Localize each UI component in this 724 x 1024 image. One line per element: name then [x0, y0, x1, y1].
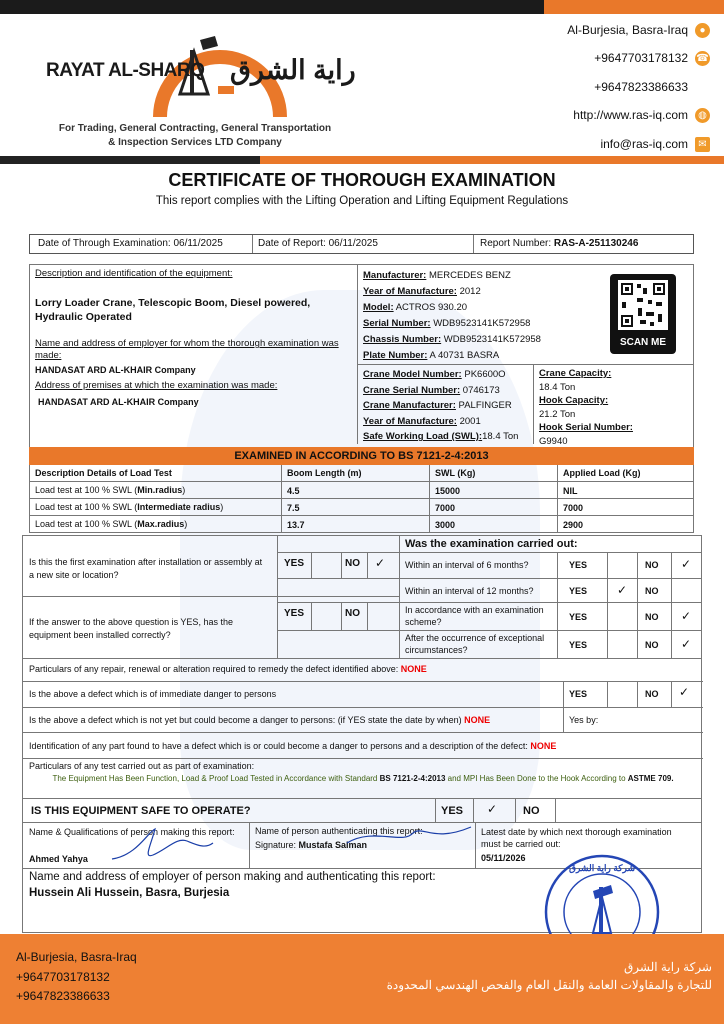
col-applied-load: Applied Load (Kg) — [563, 468, 641, 478]
r1-no-checkmark[interactable]: ✓ — [681, 557, 692, 571]
vehicle-serial: Serial Number: WDB9523141K572958 — [363, 318, 531, 329]
examiner-signature — [107, 825, 217, 865]
r2-yes: YES — [569, 586, 588, 596]
crane-capacity-value: 18.4 Ton — [539, 381, 576, 393]
questions-grid — [22, 535, 702, 659]
q1-no-checkmark[interactable]: ✓ — [375, 556, 386, 570]
r3-no: NO — [645, 612, 659, 622]
crane-serial: Crane Serial Number: 0746173 — [363, 384, 500, 396]
examined-standard-header: EXAMINED IN ACCORDING TO BS 7121-2-4:2013 — [29, 447, 694, 465]
footer-contacts — [16, 948, 137, 1007]
safe-yes: YES — [441, 805, 464, 817]
carried-exceptional: After the occurrence of exceptional circumstances? — [405, 633, 545, 655]
carried-exam-scheme: In accordance with an examination scheme? — [405, 605, 544, 627]
immediate-no: NO — [645, 689, 659, 699]
scan-me-label: SCAN ME — [619, 337, 667, 348]
company-name-ar: راية الشرق — [230, 55, 356, 85]
employer-report-label: Name and address of employer of person making and authenticating this report: — [29, 871, 436, 883]
defects-section — [22, 659, 702, 799]
certificate-subtitle: This report complies with the Lifting Operation and Lifting Equipment Regulations — [155, 195, 569, 207]
immediate-no-checkmark[interactable]: ✓ — [679, 685, 690, 699]
yes-by-label: Yes by: — [569, 715, 599, 725]
r1-yes: YES — [569, 560, 588, 570]
premises-label: Address of premises at which the examination was made: — [35, 380, 278, 391]
carried-12-months: Within an interval of 12 months? — [405, 586, 534, 596]
footer-arabic — [387, 958, 712, 994]
safe-question: IS THIS EQUIPMENT SAFE TO OPERATE? — [31, 805, 251, 817]
table-cell-boom: 4.5 — [287, 486, 300, 496]
table-cell-boom: 7.5 — [287, 503, 300, 513]
r2-yes-checkmark[interactable]: ✓ — [617, 583, 628, 597]
employer-report-value: Hussein Ali Hussein, Basra, Burjesia — [29, 887, 230, 899]
vehicle-manufacturer: Manufacturer: MERCEDES BENZ — [363, 270, 511, 281]
contact-phone-1: +9647703178132 — [594, 51, 688, 65]
table-cell-applied: NIL — [563, 486, 578, 496]
table-cell-swl: 15000 — [435, 486, 461, 496]
top-bar — [0, 0, 724, 14]
phone-icon: ☎ — [696, 53, 709, 64]
load-test-table — [29, 465, 694, 533]
r2-no: NO — [645, 586, 659, 596]
carried-6-months: Within an interval of 6 months? — [405, 560, 529, 570]
footer-arabic-line2: للتجارة والمقاولات العامة والنقل العام والفحص الهندسي المحدودة — [386, 978, 712, 992]
equipment-desc-label: Description and identification of the equipment: — [35, 268, 233, 279]
crane-year: Year of Manufacture: 2001 — [363, 415, 481, 427]
contact-email[interactable]: info@ras-iq.com — [600, 137, 688, 151]
q2-yes-label: YES — [284, 608, 305, 619]
exam-date: Date of Through Examination: 06/11/2025 — [38, 238, 223, 249]
stamp-arabic-text: شركة راية الشرق — [568, 863, 635, 873]
authenticator-signature — [343, 823, 473, 853]
authenticator-label: Name of person authenticating this report: — [255, 826, 423, 836]
hook-serial-label: Hook Serial Number: — [539, 422, 633, 433]
r4-yes: YES — [569, 640, 588, 650]
carried-out-header: Was the examination carried out: — [405, 538, 578, 550]
hook-capacity-value: 21.2 Ton — [539, 408, 576, 420]
table-cell-applied: 7000 — [563, 503, 584, 513]
company-subtitle — [30, 122, 360, 150]
vehicle-details — [363, 268, 541, 364]
immediate-yes: YES — [569, 689, 588, 699]
r4-no: NO — [645, 640, 659, 650]
table-cell-boom: 13.7 — [287, 520, 305, 530]
next-exam-date: 05/11/2026 — [481, 853, 526, 863]
crane-manufacturer: Crane Manufacturer: PALFINGER — [363, 400, 512, 411]
certificate-title: CERTIFICATE OF THOROUGH EXAMINATION — [168, 170, 556, 190]
safe-no: NO — [523, 805, 540, 817]
table-row: Load test at 100 % SWL (Min.radius) — [35, 485, 186, 495]
q1-yes-label: YES — [284, 558, 305, 569]
crane-swl: Safe Working Load (SWL):18.4 Ton — [363, 431, 519, 442]
table-cell-swl: 7000 — [435, 503, 456, 513]
contact-website[interactable]: http://www.ras-iq.com — [573, 108, 688, 122]
footer-arabic-line1: شركة راية الشرق — [623, 960, 712, 974]
vehicle-chassis: Chassis Number: WDB9523141K572958 — [363, 334, 541, 345]
question-installed-correctly: If the answer to the above question is YES, has the equipment been installed correctly? — [29, 617, 233, 640]
hook-serial-value: G9940 — [539, 435, 568, 447]
r3-yes: YES — [569, 612, 588, 622]
examiner-name: Ahmed Yahya — [29, 854, 88, 864]
tests-description: The Equipment Has Been Function, Load & Proof Load Tested in Accordance with Standard BS 7121-2-4:2013 and MPI Has Been Done to the Hook According to ASTME 709. — [52, 774, 674, 783]
mail-icon: ✉ — [695, 137, 710, 152]
crane-model: Crane Model Number: PK6600O — [363, 369, 506, 380]
vehicle-plate: Plate Number: A 40731 BASRA — [363, 350, 500, 361]
question-first-examination: Is this the first examination after installation or assembly at a new site or location? — [29, 557, 263, 580]
next-exam-label: Latest date by which next thorough examination must be carried out: — [481, 827, 672, 849]
hook-capacity-label: Hook Capacity: — [539, 395, 609, 406]
q2-no-label: NO — [345, 608, 360, 619]
vehicle-model: Model: ACTROS 930.20 — [363, 302, 468, 313]
company-subtitle-line1: For Trading, General Contracting, General Transportation — [58, 123, 332, 134]
q1-no-label: NO — [345, 558, 360, 569]
immediate-danger-question: Is the above a defect which is of immediate danger to persons — [29, 689, 277, 699]
company-name-en: RAYAT AL-SHARQ — [46, 60, 205, 81]
r4-no-checkmark[interactable]: ✓ — [681, 637, 692, 651]
employer-value: HANDASAT ARD AL-KHAIR Company — [35, 365, 196, 375]
r1-no: NO — [645, 560, 659, 570]
premises-value: HANDASAT ARD AL-KHAIR Company — [38, 397, 199, 407]
defect-identification: Identification of any part found to have a defect which is or could become a danger to persons and a description of the defect: NONE — [29, 741, 557, 751]
table-cell-swl: 3000 — [435, 520, 456, 530]
table-cell-applied: 2900 — [563, 520, 584, 530]
capacity-details — [539, 367, 633, 448]
meta-row — [29, 234, 694, 254]
col-description: Description Details of Load Test — [35, 468, 172, 478]
table-row: Load test at 100 % SWL (Intermediate radius) — [35, 502, 224, 512]
crane-details — [363, 367, 518, 445]
footer-phone-2: +9647823386633 — [16, 989, 110, 1003]
location-icon: ● — [695, 23, 710, 38]
safe-yes-checkmark[interactable]: ✓ — [487, 802, 498, 816]
qr-code[interactable] — [610, 274, 676, 354]
crane-capacity-label: Crane Capacity: — [539, 368, 612, 379]
r3-no-checkmark[interactable]: ✓ — [681, 609, 692, 623]
globe-icon: ◍ — [695, 108, 710, 123]
footer-phone-1: +9647703178132 — [16, 969, 110, 984]
future-danger-question: Is the above a defect which is not yet but could become a danger to persons: (if YES state the date by when) NONE — [29, 715, 491, 725]
company-subtitle-line2: & Inspection Services LTD Company — [108, 137, 282, 148]
tests-label: Particulars of any test carried out as part of examination: — [29, 761, 255, 771]
footer — [0, 934, 724, 1024]
examiner-label: Name & Qualifications of person making this report: — [29, 827, 235, 837]
authenticator-signature-line: Signature: Mustafa Salman — [255, 840, 368, 850]
footer-address: Al-Burjesia, Basra-Iraq — [16, 950, 137, 964]
col-boom-length: Boom Length (m) — [287, 468, 362, 478]
table-row: Load test at 100 % SWL (Max.radius) — [35, 519, 188, 529]
contact-address: Al-Burjesia, Basra-Iraq — [567, 23, 688, 37]
report-date: Date of Report: 06/11/2025 — [258, 238, 378, 249]
employer-label: Name and address of employer for whom the thorough examination was made: — [35, 338, 339, 361]
header-divider — [0, 156, 724, 164]
report-number: Report Number: RAS-A-251130246 — [480, 238, 639, 249]
vehicle-year: Year of Manufacture: 2012 — [363, 286, 481, 297]
equipment-desc-value: Lorry Loader Crane, Telescopic Boom, Diesel powered, Hydraulic Operated — [35, 297, 311, 323]
col-swl: SWL (Kg) — [435, 468, 476, 478]
contact-phone-2: +9647823386633 — [594, 80, 688, 94]
safe-to-operate-row — [22, 799, 702, 823]
repair-particulars: Particulars of any repair, renewal or alteration required to remedy the defect identified above: NONE — [29, 664, 427, 674]
